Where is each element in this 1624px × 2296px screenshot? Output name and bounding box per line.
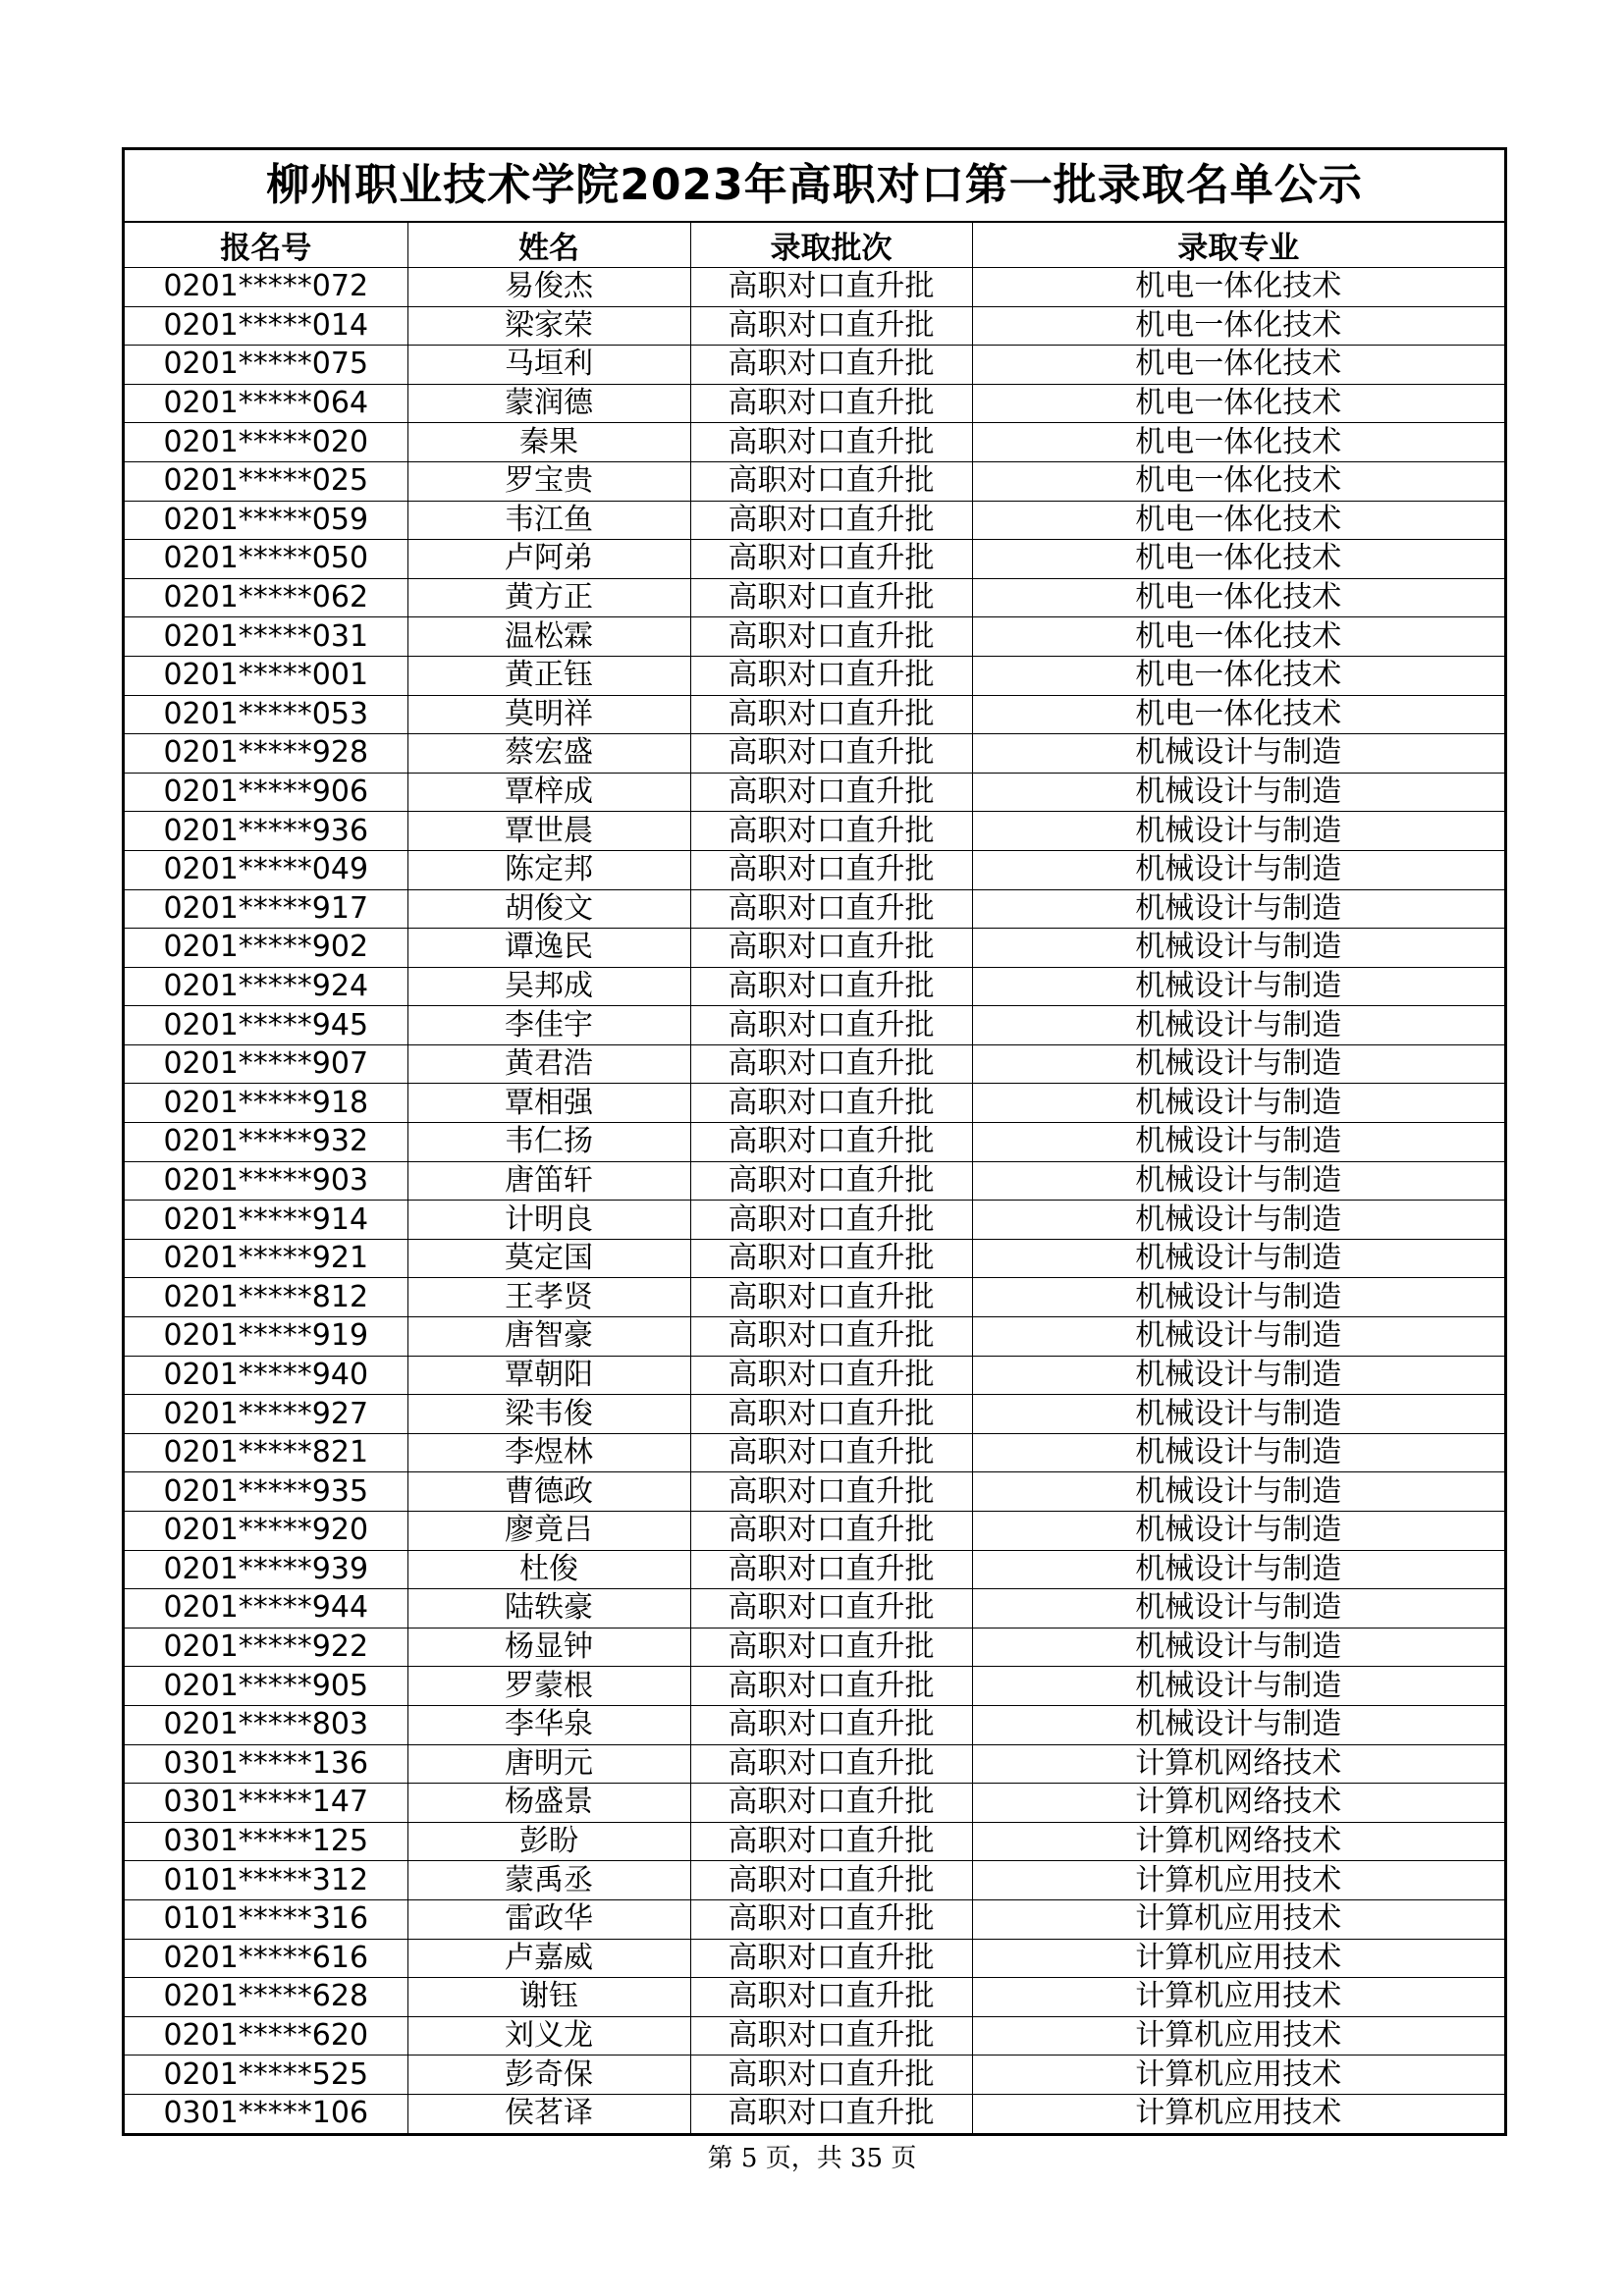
admission-batch-cell: 高职对口直升批 (690, 501, 972, 540)
student-name-cell: 杜俊 (407, 1550, 690, 1589)
registration-number-cell: 0201*****906 (125, 773, 407, 812)
admission-batch-cell: 高职对口直升批 (690, 1861, 972, 1900)
registration-number-cell: 0201*****917 (125, 889, 407, 929)
student-name-cell: 李煜林 (407, 1433, 690, 1472)
major-cell: 计算机应用技术 (1135, 2096, 1342, 2131)
major-cell: 计算机网络技术 (972, 1822, 1504, 1861)
admission-batch-cell: 高职对口直升批 (690, 889, 972, 929)
registration-number-cell: 0201*****924 (125, 967, 407, 1006)
table-body (125, 268, 1504, 2133)
registration-number-cell: 0201*****001 (125, 656, 407, 695)
major-cell: 机械设计与制造 (972, 929, 1504, 968)
registration-number-cell: 0201*****939 (125, 1550, 407, 1589)
header-name: 姓名 (407, 223, 690, 268)
admission-batch-cell: 高职对口直升批 (690, 1433, 972, 1472)
major-cell: 计算机应用技术 (972, 2056, 1504, 2095)
registration-number-cell: 0201*****628 (125, 1978, 407, 2017)
student-name-cell: 罗蒙根 (407, 1667, 690, 1706)
admission-batch-cell: 高职对口直升批 (690, 1939, 972, 1978)
major-cell: 机电一体化技术 (972, 461, 1504, 501)
table-row (125, 1899, 1504, 1939)
student-name-cell: 唐明元 (407, 1744, 690, 1784)
student-name-cell: 秦果 (407, 423, 690, 462)
admission-batch-cell: 高职对口直升批 (690, 1589, 972, 1629)
registration-number-cell: 0201*****812 (125, 1278, 407, 1317)
table-header-row (125, 223, 1504, 268)
table-row (125, 578, 1504, 617)
table-row (125, 1784, 1504, 1823)
major-cell: 机械设计与制造 (972, 1123, 1504, 1162)
registration-number-cell: 0301*****106 (125, 2094, 407, 2132)
student-name-cell: 谢钰 (407, 1978, 690, 2017)
registration-number-cell: 0201*****525 (125, 2056, 407, 2095)
major-cell: 机械设计与制造 (972, 1705, 1504, 1744)
major-cell: 计算机应用技术 (972, 1899, 1504, 1939)
registration-number-cell: 0201*****020 (125, 423, 407, 462)
table-row (125, 617, 1504, 657)
major-cell: 机械设计与制造 (972, 889, 1504, 929)
header-registration-number: 报名号 (125, 223, 407, 268)
admission-batch-cell: 高职对口直升批 (690, 1784, 972, 1823)
admission-batch-cell: 高职对口直升批 (690, 1239, 972, 1278)
registration-number-cell: 0201*****062 (125, 578, 407, 617)
student-name-cell: 覃朝阳 (407, 1356, 690, 1395)
student-name-cell: 黄正钰 (407, 656, 690, 695)
registration-number-cell: 0201*****905 (125, 1667, 407, 1706)
student-name-cell: 梁家荣 (407, 306, 690, 346)
admission-list-sheet (122, 147, 1507, 2136)
student-name-cell: 李华泉 (407, 1705, 690, 1744)
table-row (125, 461, 1504, 501)
admission-batch-cell: 高职对口直升批 (690, 773, 972, 812)
student-name-cell: 韦仁扬 (407, 1123, 690, 1162)
major-cell: 计算机网络技术 (972, 1744, 1504, 1784)
admission-batch-cell: 高职对口直升批 (690, 1667, 972, 1706)
major-cell: 机械设计与制造 (972, 1433, 1504, 1472)
admission-batch-cell: 高职对口直升批 (690, 1395, 972, 1434)
table-row (125, 1472, 1504, 1512)
major-cell: 机电一体化技术 (972, 656, 1504, 695)
major-cell: 机电一体化技术 (972, 423, 1504, 462)
admission-batch-cell: 高职对口直升批 (690, 1628, 972, 1667)
registration-number-cell: 0201*****050 (125, 540, 407, 579)
registration-number-cell: 0201*****025 (125, 461, 407, 501)
table-row (125, 812, 1504, 851)
header-admission-batch: 录取批次 (690, 223, 972, 268)
registration-number-cell: 0301*****147 (125, 1784, 407, 1823)
major-cell: 机械设计与制造 (972, 1589, 1504, 1629)
registration-number-cell: 0201*****935 (125, 1472, 407, 1512)
major-cell: 计算机应用技术 (972, 1861, 1504, 1900)
admission-batch-cell: 高职对口直升批 (690, 540, 972, 579)
major-cell: 机械设计与制造 (972, 850, 1504, 889)
admission-batch-cell: 高职对口直升批 (690, 967, 972, 1006)
table-row (125, 1978, 1504, 2017)
major-cell: 机械设计与制造 (972, 1084, 1504, 1123)
student-name-cell: 雷政华 (407, 1899, 690, 1939)
table-row (125, 1667, 1504, 1706)
registration-number-cell: 0101*****312 (125, 1861, 407, 1900)
major-cell: 机械设计与制造 (972, 1161, 1504, 1201)
major-cell: 机械设计与制造 (972, 1356, 1504, 1395)
registration-number-cell: 0201*****927 (125, 1395, 407, 1434)
table-row (125, 967, 1504, 1006)
page-number-footer: 第 5 页，共 35 页 (707, 2144, 917, 2173)
student-name-cell: 马垣利 (407, 346, 690, 385)
admission-batch-cell: 高职对口直升批 (690, 423, 972, 462)
admission-batch-cell: 高职对口直升批 (690, 929, 972, 968)
admission-batch-cell: 高职对口直升批 (690, 1044, 972, 1084)
registration-number-cell: 0201*****059 (125, 501, 407, 540)
admission-batch-cell: 高职对口直升批 (690, 2094, 972, 2132)
table-row (125, 734, 1504, 774)
table-row (125, 1084, 1504, 1123)
admission-batch-cell: 高职对口直升批 (690, 1278, 972, 1317)
admission-batch-cell: 高职对口直升批 (690, 461, 972, 501)
student-name-cell: 卢嘉威 (407, 1939, 690, 1978)
admission-batch-cell: 高职对口直升批 (690, 384, 972, 423)
major-cell: 机电一体化技术 (972, 384, 1504, 423)
registration-number-cell: 0201*****921 (125, 1239, 407, 1278)
student-name-cell: 陈定邦 (407, 850, 690, 889)
registration-number-cell: 0201*****919 (125, 1317, 407, 1357)
student-name-cell: 梁韦俊 (407, 1395, 690, 1434)
table-row (125, 1161, 1504, 1201)
admission-batch-cell: 高职对口直升批 (690, 812, 972, 851)
major-cell: 机械设计与制造 (972, 1201, 1504, 1240)
admission-batch-cell: 高职对口直升批 (690, 1356, 972, 1395)
major-cell: 计算机网络技术 (972, 1784, 1504, 1823)
registration-number-cell: 0201*****075 (125, 346, 407, 385)
registration-number-cell: 0201*****014 (125, 306, 407, 346)
registration-number-cell: 0201*****945 (125, 1006, 407, 1045)
student-name-cell: 莫定国 (407, 1239, 690, 1278)
major-cell: 机电一体化技术 (972, 695, 1504, 734)
table-row (125, 1201, 1504, 1240)
admission-batch-cell: 高职对口直升批 (690, 2016, 972, 2056)
admission-batch-cell: 高职对口直升批 (690, 268, 972, 307)
student-name-cell: 韦江鱼 (407, 501, 690, 540)
student-name-cell: 蒙禹丞 (407, 1861, 690, 1900)
admission-batch-cell: 高职对口直升批 (690, 1123, 972, 1162)
admission-batch-cell: 高职对口直升批 (690, 1317, 972, 1357)
major-cell: 计算机应用技术 (972, 1978, 1504, 2017)
table-row (125, 346, 1504, 385)
registration-number-cell: 0201*****031 (125, 617, 407, 657)
table-row (125, 1939, 1504, 1978)
registration-number-cell: 0201*****944 (125, 1589, 407, 1629)
table-row (125, 540, 1504, 579)
admission-batch-cell: 高职对口直升批 (690, 1084, 972, 1123)
student-name-cell: 蒙润德 (407, 384, 690, 423)
admission-batch-cell: 高职对口直升批 (690, 695, 972, 734)
table-row (125, 1044, 1504, 1084)
table-row (125, 1512, 1504, 1551)
table-row (125, 1395, 1504, 1434)
table-row (125, 384, 1504, 423)
student-name-cell: 罗宝贵 (407, 461, 690, 501)
table-row (125, 1861, 1504, 1900)
table-row (125, 268, 1504, 307)
admission-batch-cell: 高职对口直升批 (690, 734, 972, 774)
student-name-cell: 覃相强 (407, 1084, 690, 1123)
table-row (125, 1705, 1504, 1744)
admission-batch-cell: 高职对口直升批 (690, 1161, 972, 1201)
registration-number-cell: 0201*****936 (125, 812, 407, 851)
admission-batch-cell: 高职对口直升批 (690, 1201, 972, 1240)
table-row (125, 306, 1504, 346)
major-cell: 机电一体化技术 (972, 617, 1504, 657)
major-cell: 机械设计与制造 (972, 1472, 1504, 1512)
admission-batch-cell: 高职对口直升批 (690, 617, 972, 657)
admission-batch-cell: 高职对口直升批 (690, 1472, 972, 1512)
table-row (125, 2094, 1504, 2132)
table-row (125, 2016, 1504, 2056)
major-cell: 机械设计与制造 (972, 1395, 1504, 1434)
table-row (125, 1278, 1504, 1317)
student-name-cell: 易俊杰 (407, 268, 690, 307)
major-cell: 机电一体化技术 (972, 268, 1504, 307)
major-cell: 计算机应用技术 (972, 2016, 1504, 2056)
major-cell: 机电一体化技术 (972, 578, 1504, 617)
registration-number-cell: 0301*****125 (125, 1822, 407, 1861)
major-cell: 机械设计与制造 (972, 1044, 1504, 1084)
admission-table (125, 223, 1504, 2133)
admission-batch-cell: 高职对口直升批 (690, 1899, 972, 1939)
student-name-cell: 李佳宇 (407, 1006, 690, 1045)
table-row (125, 656, 1504, 695)
table-row (125, 929, 1504, 968)
student-name-cell: 杨盛景 (407, 1784, 690, 1823)
admission-batch-cell: 高职对口直升批 (690, 1705, 972, 1744)
admission-batch-cell: 高职对口直升批 (690, 1978, 972, 2017)
student-name-cell: 刘义龙 (407, 2016, 690, 2056)
table-row (125, 850, 1504, 889)
table-row (125, 501, 1504, 540)
student-name-cell: 彭奇保 (407, 2056, 690, 2095)
table-row (125, 1123, 1504, 1162)
registration-number-cell: 0201*****914 (125, 1201, 407, 1240)
student-name-cell: 吴邦成 (407, 967, 690, 1006)
student-name-cell: 覃世晨 (407, 812, 690, 851)
admission-batch-cell: 高职对口直升批 (690, 2056, 972, 2095)
table-row (125, 1433, 1504, 1472)
table-row (125, 889, 1504, 929)
table-row (125, 1317, 1504, 1357)
table-row (125, 1822, 1504, 1861)
table-row (125, 1006, 1504, 1045)
table-row (125, 1550, 1504, 1589)
table-row (125, 1628, 1504, 1667)
registration-number-cell: 0201*****932 (125, 1123, 407, 1162)
major-cell: 机械设计与制造 (972, 1628, 1504, 1667)
table-row (125, 695, 1504, 734)
student-name-cell: 杨显钟 (407, 1628, 690, 1667)
registration-number-cell: 0201*****920 (125, 1512, 407, 1551)
table-row (125, 1744, 1504, 1784)
registration-number-cell: 0201*****049 (125, 850, 407, 889)
registration-number-cell: 0201*****803 (125, 1705, 407, 1744)
admission-batch-cell: 高职对口直升批 (690, 1822, 972, 1861)
registration-number-cell: 0201*****821 (125, 1433, 407, 1472)
major-cell: 机械设计与制造 (972, 1667, 1504, 1706)
registration-number-cell: 0101*****316 (125, 1899, 407, 1939)
registration-number-cell: 0201*****922 (125, 1628, 407, 1667)
major-cell: 机械设计与制造 (972, 1239, 1504, 1278)
table-row (125, 1239, 1504, 1278)
registration-number-cell: 0201*****903 (125, 1161, 407, 1201)
major-cell: 机械设计与制造 (972, 1006, 1504, 1045)
major-cell: 机械设计与制造 (972, 1278, 1504, 1317)
admission-batch-cell: 高职对口直升批 (690, 656, 972, 695)
registration-number-cell: 0301*****136 (125, 1744, 407, 1784)
table-row (125, 2056, 1504, 2095)
student-name-cell: 陆轶豪 (407, 1589, 690, 1629)
student-name-cell: 温松霖 (407, 617, 690, 657)
admission-batch-cell: 高职对口直升批 (690, 850, 972, 889)
admission-batch-cell: 高职对口直升批 (690, 578, 972, 617)
student-name-cell: 唐笛轩 (407, 1161, 690, 1201)
admission-batch-cell: 高职对口直升批 (690, 1744, 972, 1784)
major-cell: 机电一体化技术 (972, 346, 1504, 385)
admission-batch-cell: 高职对口直升批 (690, 1512, 972, 1551)
admission-batch-cell: 高职对口直升批 (690, 306, 972, 346)
header-major: 录取专业 (972, 223, 1504, 268)
major-cell: 机械设计与制造 (972, 1317, 1504, 1357)
admission-batch-cell: 高职对口直升批 (690, 346, 972, 385)
table-row (125, 773, 1504, 812)
major-cell: 机电一体化技术 (972, 501, 1504, 540)
student-name-cell: 侯茗译 (407, 2094, 690, 2132)
registration-number-cell: 0201*****940 (125, 1356, 407, 1395)
major-cell: 机电一体化技术 (972, 306, 1504, 346)
table-row (125, 423, 1504, 462)
student-name-cell: 唐智豪 (407, 1317, 690, 1357)
student-name-cell: 蔡宏盛 (407, 734, 690, 774)
student-name-cell: 卢阿弟 (407, 540, 690, 579)
registration-number-cell: 0201*****064 (125, 384, 407, 423)
table-row (125, 1589, 1504, 1629)
major-cell: 机械设计与制造 (972, 812, 1504, 851)
admission-batch-cell: 高职对口直升批 (690, 1550, 972, 1589)
major-cell: 机电一体化技术 (972, 540, 1504, 579)
registration-number-cell: 0201*****053 (125, 695, 407, 734)
student-name-cell: 谭逸民 (407, 929, 690, 968)
registration-number-cell: 0201*****616 (125, 1939, 407, 1978)
student-name-cell: 彭盼 (407, 1822, 690, 1861)
page-title: 柳州职业技术学院2023年高职对口第一批录取名单公示 (125, 150, 1504, 223)
student-name-cell: 王孝贤 (407, 1278, 690, 1317)
registration-number-cell: 0201*****072 (125, 268, 407, 307)
registration-number-cell: 0201*****907 (125, 1044, 407, 1084)
student-name-cell: 黄方正 (407, 578, 690, 617)
major-cell: 计算机应用技术 (972, 1939, 1504, 1978)
major-cell: 机械设计与制造 (972, 773, 1504, 812)
student-name-cell: 莫明祥 (407, 695, 690, 734)
major-cell: 机械设计与制造 (972, 734, 1504, 774)
student-name-cell: 覃梓成 (407, 773, 690, 812)
student-name-cell: 黄君浩 (407, 1044, 690, 1084)
admission-batch-cell: 高职对口直升批 (690, 1006, 972, 1045)
major-cell: 机械设计与制造 (972, 1512, 1504, 1551)
registration-number-cell: 0201*****620 (125, 2016, 407, 2056)
table-row (125, 1356, 1504, 1395)
registration-number-cell: 0201*****902 (125, 929, 407, 968)
major-cell: 机械设计与制造 (972, 1550, 1504, 1589)
student-name-cell: 胡俊文 (407, 889, 690, 929)
student-name-cell: 曹德政 (407, 1472, 690, 1512)
student-name-cell: 廖竟吕 (407, 1512, 690, 1551)
student-name-cell: 计明良 (407, 1201, 690, 1240)
registration-number-cell: 0201*****928 (125, 734, 407, 774)
major-cell: 机械设计与制造 (972, 967, 1504, 1006)
registration-number-cell: 0201*****918 (125, 1084, 407, 1123)
